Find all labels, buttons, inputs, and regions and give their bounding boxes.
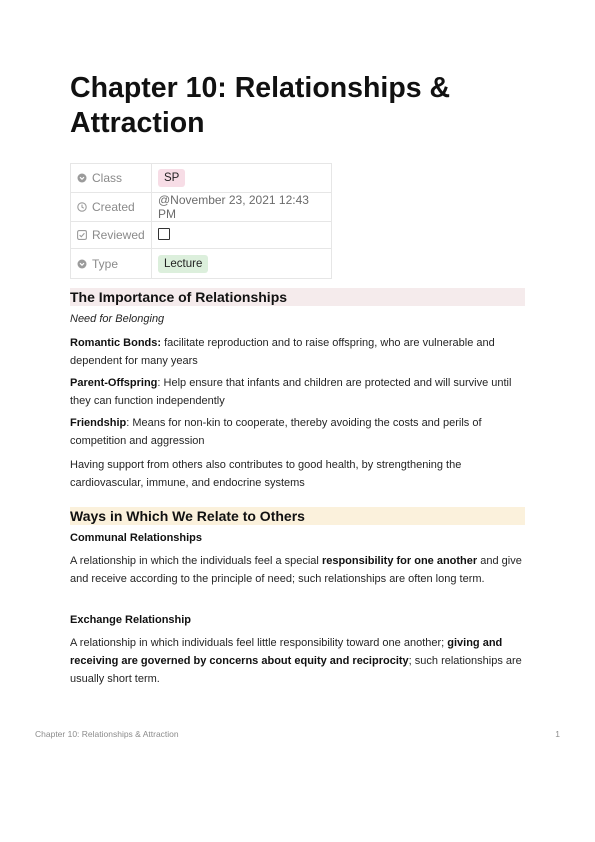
section-subtitle: Need for Belonging	[70, 313, 165, 325]
term-text: : Means for non-kin to cooperate, thereby avoiding the costs and perils of competition and aggression	[70, 417, 482, 447]
term-text: facilitate reproduction and to raise offspring, who are vulnerable and dependent for many years	[70, 337, 495, 367]
property-row-class	[71, 164, 332, 193]
paragraph-exchange: A relationship in which individuals feel little responsibility toward one another; giving and receiving are governed by concerns about equity and reciprocity; such relationships are usually short term.	[70, 637, 522, 685]
properties-table	[70, 163, 332, 279]
term-text: : Help ensure that infants and children are protected and will survive until they can function independently	[70, 377, 512, 407]
circle-icon	[77, 259, 87, 269]
term-label: Parent-Offspring	[70, 377, 158, 389]
property-name: Reviewed	[71, 222, 152, 249]
paragraph-communal: A relationship in which the individuals feel a special responsibility for one another and give and receive according to the principle of need; such relationships are often long term.	[70, 555, 522, 585]
term-label: Friendship	[70, 417, 127, 429]
class-tag[interactable]: SP	[158, 169, 185, 187]
section-heading-ways: Ways in Which We Relate to Others	[70, 507, 525, 525]
checkbox-icon	[77, 230, 87, 240]
clock-icon	[77, 202, 87, 212]
property-name: Created	[71, 193, 152, 222]
subheading-communal: Communal Relationships	[70, 532, 203, 544]
footer-title: Chapter 10: Relationships & Attraction	[35, 729, 179, 739]
property-value[interactable]	[152, 164, 332, 193]
term-label: Romantic Bonds:	[70, 337, 162, 349]
property-value[interactable]	[152, 222, 332, 249]
property-name: Type	[71, 249, 152, 279]
property-value: @November 23, 2021 12:43 PM	[152, 193, 332, 222]
property-name: Class	[71, 164, 152, 193]
type-tag[interactable]: Lecture	[158, 255, 208, 273]
page-number: 1	[555, 729, 560, 739]
paragraph-support: Having support from others also contributes to good health, by strengthening the cardiovascular, immune, and endocrine systems	[70, 459, 462, 489]
paragraph-parent-offspring	[70, 374, 528, 410]
page-title: Chapter 10: Relationships & Attraction	[70, 72, 451, 139]
section-heading-importance: The Importance of Relationships	[70, 288, 525, 306]
property-row-reviewed	[71, 222, 332, 249]
property-row-type	[71, 249, 332, 279]
circle-icon	[77, 173, 87, 183]
paragraph-romantic-bonds	[70, 334, 528, 370]
property-value[interactable]	[152, 249, 332, 279]
reviewed-checkbox[interactable]	[158, 228, 170, 240]
property-row-created	[71, 193, 332, 222]
paragraph-friendship	[70, 414, 528, 450]
subheading-exchange: Exchange Relationship	[70, 614, 192, 626]
